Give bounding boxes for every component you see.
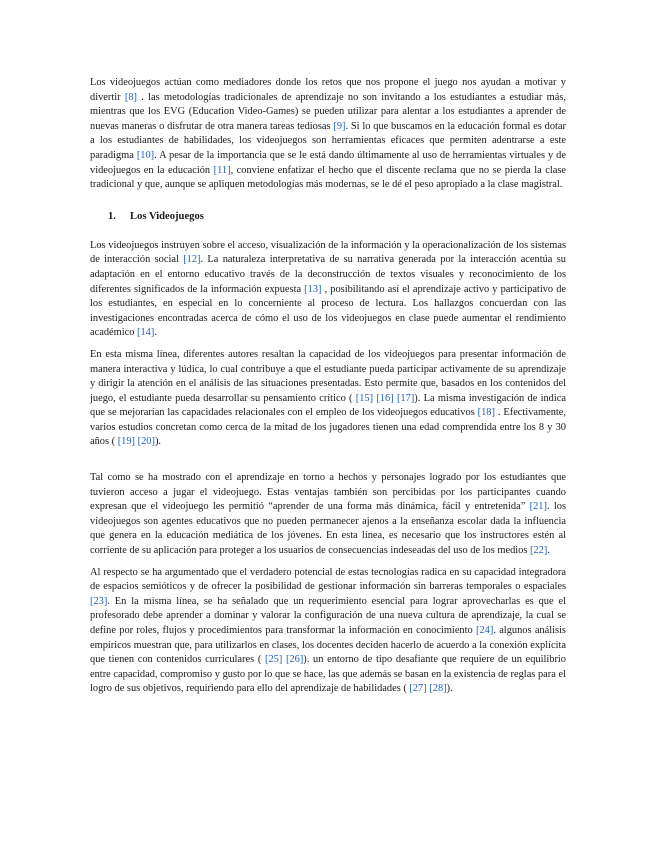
text-run: . La naturaleza interpretativa de su narrativa generada por la interacción acentúa su adaptación en el entorno educativo través de la deconstrucción de textos visuales y reconocimiento de los diferentes significados de la información expuesta bbox=[90, 254, 566, 295]
citation-link[interactable]: [14] bbox=[137, 327, 155, 339]
citation-link[interactable]: [27] bbox=[409, 683, 427, 695]
section-heading bbox=[108, 210, 566, 224]
text-run: . Si lo que buscamos en la educación formal es dotar a los estudiantes de habilidades, los videojuegos son herramientas eficaces que permiten adentrarse a este paradigma bbox=[90, 120, 566, 161]
citation-link[interactable]: [20] bbox=[137, 436, 155, 448]
text-run: . A pesar de la importancia que se le está dando últimamente al uso de herramientas virtuales y de videojuegos en la educación bbox=[90, 149, 566, 176]
paragraph-videojuegos-3 bbox=[90, 471, 566, 559]
citation-link[interactable]: [23] bbox=[90, 595, 108, 607]
text-run: Tal como se ha mostrado con el aprendizaje en torno a hechos y personajes logrado por los estudiantes que tuvieron acceso a jugar el videojuego. Estas ventajas también son percibidas por los participantes cuando expresan que el videojuego les permitió “aprender de una forma más dinámica, fácil y entretenida” bbox=[90, 472, 566, 513]
document-body bbox=[90, 76, 566, 697]
text-run: ). un entorno de tipo desafiante que requiere de un equilibrio entre capacidad, compromiso y gusto por lo que se hace, las que además se basan en la existencia de reglas para el logro de sus objetivos, requiriendo para ello del aprendizaje de habilidades ( bbox=[90, 654, 566, 695]
paragraph-videojuegos-1 bbox=[90, 239, 566, 341]
citation-link[interactable]: [18] bbox=[477, 407, 495, 419]
text-run: . Efectivamente, varios estudios concretan como cerca de la mitad de los jugadores tienen una edad comprendida entre los 8 y 30 años ( bbox=[90, 407, 566, 448]
citation-link[interactable]: [28] bbox=[429, 683, 447, 695]
citation-link[interactable]: [22] bbox=[530, 545, 548, 557]
citation-link[interactable]: [24] bbox=[476, 625, 494, 636]
citation-link[interactable]: [21] bbox=[529, 501, 547, 513]
text-run: . En la misma línea, se ha señalado que un requerimiento esencial para lograr aprovecharlas es que el profesorado debe aprender a dominar y valorar la configuración de una nueva cultura de aprendizaje, la cual se define por roles, flujos y procedimientos para transformar la información en conocimiento bbox=[90, 595, 566, 636]
text-run: . bbox=[154, 327, 157, 339]
citation-link[interactable]: [10] bbox=[136, 149, 155, 161]
text-run: ). La misma investigación de indica que se mejorarían las capacidades relacionales con el empleo de los videojuegos educativos bbox=[90, 392, 566, 419]
citation-link[interactable]: [15] bbox=[355, 392, 374, 404]
citation-link[interactable]: [19] bbox=[117, 436, 136, 448]
text-run: Al respecto se ha argumentado que el verdadero potencial de estas tecnologías radica en su capacidad integradora de espacios semióticos y de ofrecer la posibilidad de gestionar información sin barreras temporales o espaciales bbox=[90, 566, 566, 593]
text-run: . las metodologías tradicionales de aprendizaje no son invitando a los estudiantes a estudiar más, mientras que los EVG (Education Video-Games) se pueden utilizar para alentar a los estudiantes a aprender de nuevas maneras o disfrutar de otra manera tareas tediosas bbox=[90, 91, 566, 132]
text-run: . algunos análisis empíricos muestran que, para utilizarlos en clases, los docentes deciden hacerlo de acuerdo a la conexión explícita que tienen con contenidos curriculares ( bbox=[90, 625, 566, 666]
section-title: Los Videojuegos bbox=[130, 210, 204, 222]
paragraph-videojuegos-4 bbox=[90, 566, 566, 697]
paragraph-videojuegos-2 bbox=[90, 348, 566, 450]
citation-link[interactable]: [17] bbox=[396, 392, 415, 404]
paragraph-spacer bbox=[90, 559, 566, 566]
paragraph-intro bbox=[90, 76, 566, 193]
text-run: En esta misma línea, diferentes autores resaltan la capacidad de los videojuegos para presentar información de manera interactiva y lúdica, lo cual contribuye a que el estudiante pueda participar activamente de su aprendizaje y dirigir la atención en el análisis de las situaciones presentadas. Esto permite que, basados en los contenidos del juego, el estudiante pueda desarrollar su pensamiento crítico ( bbox=[90, 348, 566, 404]
citation-link[interactable]: [12] bbox=[183, 254, 201, 266]
section-number: 1. bbox=[108, 210, 116, 222]
text-run: , posibilitando así el aprendizaje activo y participativo de los estudiantes, en especial en lo concerniente al proceso de lectura. Los hallazgos concuerdan con las investigaciones encontradas acerca de cómo el uso de los videojuegos en clase puede aumentar el rendimiento académico bbox=[90, 283, 566, 339]
text-run: Los videojuegos actúan como mediadores donde los retos que nos propone el juego nos ayudan a motivar y divertir bbox=[90, 77, 566, 103]
text-run: . bbox=[547, 545, 550, 557]
text-run: Los videojuegos instruyen sobre el acceso, visualización de la información y la operacionalización de los sistemas de interacción social bbox=[90, 239, 566, 266]
citation-link[interactable]: [26] bbox=[285, 654, 304, 666]
citation-link[interactable]: [13] bbox=[304, 283, 322, 295]
paragraph-spacer bbox=[90, 341, 566, 348]
text-run: , conviene enfatizar el hecho que el discente reclama que no se pierda la clase tradicional y que, aunque se apliquen metodologías más modernas, se le dé el peso apropiado a la clase magistral. bbox=[90, 164, 567, 191]
citation-link[interactable]: [25] bbox=[264, 654, 283, 666]
citation-link[interactable]: [8] bbox=[124, 91, 137, 103]
citation-link[interactable]: [16] bbox=[376, 392, 394, 404]
citation-link[interactable]: [9] bbox=[333, 120, 346, 132]
text-run: ). bbox=[154, 436, 161, 448]
citation-link[interactable]: [11] bbox=[213, 164, 231, 176]
paragraph-spacer bbox=[90, 450, 566, 471]
text-run: . los videojuegos son agentes educativos que no pueden permanecer ajenos a la enseñanza escolar dada la influencia que genera en la educación mediática de los jóvenes. En esta línea, es necesario que los instructores estén al corriente de su aplicación para proteger a los usuarios de consecuencias indeseadas del uso de los medios bbox=[90, 501, 567, 557]
text-run: ). bbox=[446, 683, 453, 695]
